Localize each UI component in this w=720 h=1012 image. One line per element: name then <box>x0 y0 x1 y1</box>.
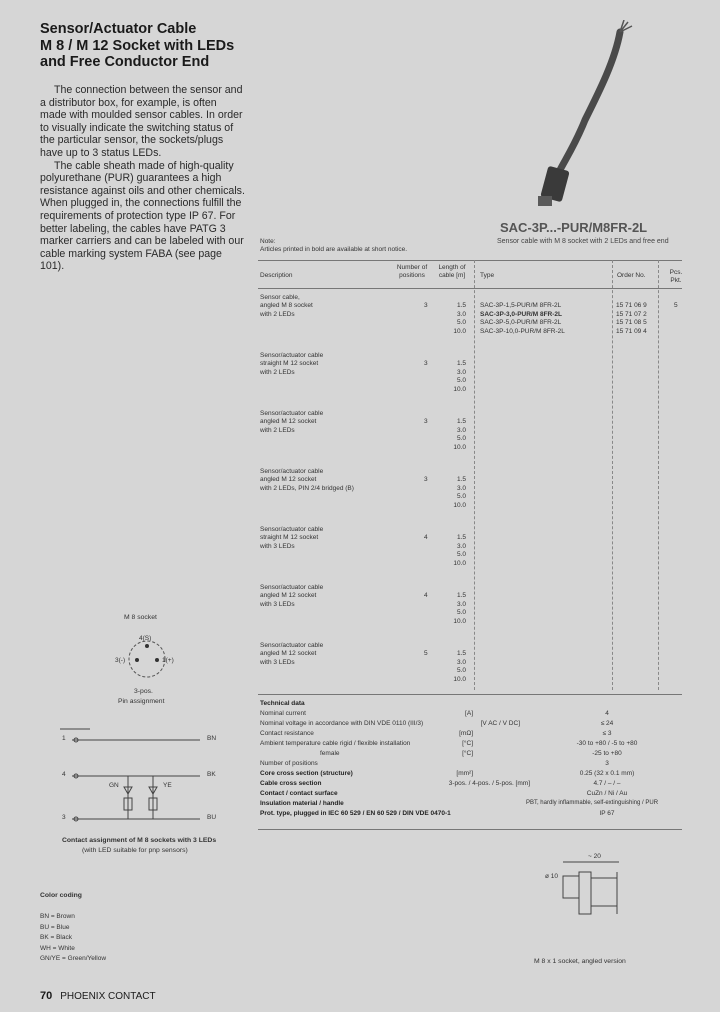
length-value: 3.0 <box>456 368 466 376</box>
dimension-caption: M 8 x 1 socket, angled version <box>534 958 626 965</box>
pin-diagram-label: M 8 socket <box>124 614 157 621</box>
group-line-2: straight M 12 socket <box>260 534 319 542</box>
product-subtitle: Sensor cable with M 8 socket with 2 LEDs and free end <box>497 238 669 245</box>
color-code-item: WH = White <box>40 944 75 952</box>
tech-unit: [A] <box>465 710 473 717</box>
length-value: 1.5 <box>456 476 466 483</box>
type-value: SAC-3P-3,0-PUR/M 8FR-2L <box>480 310 562 318</box>
group-line-3: with 2 LEDs, PIN 2/4 bridged (B) <box>260 484 354 492</box>
length-value: 3.0 <box>456 426 466 434</box>
tech-value: ≤ 24 <box>600 720 614 727</box>
group-positions: 5 <box>424 650 428 657</box>
tech-label: Core cross section (structure) <box>260 770 353 777</box>
group-positions: 4 <box>424 534 428 541</box>
pin-4-label: 4(S) <box>139 635 152 642</box>
length-value: 10.0 <box>453 385 466 393</box>
order-value: 15 71 07 2 <box>616 310 647 318</box>
page-title <box>40 21 270 71</box>
group-line-3: with 2 LEDs <box>260 310 295 318</box>
tech-label: Ambient temperature cable rigid / flexible installation <box>260 740 411 747</box>
color-code-item: BU = Blue <box>40 923 70 931</box>
page-footer <box>40 990 156 1002</box>
tech-value: 0.25 (32 x 0.1 mm) <box>579 770 635 777</box>
group-title: Sensor/actuator cable <box>260 584 324 591</box>
tech-value: IP 67 <box>599 810 615 817</box>
wiring-diagram <box>60 725 220 825</box>
length-value: 3.0 <box>456 542 466 550</box>
tech-value: CuZn / Ni / Au <box>586 790 628 797</box>
length-value: 1.5 <box>456 302 466 309</box>
group-line-2: angled M 12 socket <box>260 592 317 600</box>
title-line-1: Sensor/Actuator Cable <box>40 21 197 37</box>
tech-unit: [°C] <box>462 750 473 757</box>
tech-unit: [mΩ] <box>459 730 473 737</box>
group-positions: 3 <box>424 418 428 425</box>
wire-bn: BN <box>207 735 217 742</box>
tech-label: female <box>320 750 340 757</box>
group-positions: 3 <box>424 302 428 309</box>
group-line-2: straight M 12 socket <box>260 360 319 368</box>
intro-paragraph-1: The connection between the sensor and a distributor box, for example, is often made with moulded sensor cables. In order to visually indicate the switching status of the particular sensor, the sockets/plugs have up to 3 status LEDs. <box>40 84 243 159</box>
group-positions: 3 <box>424 360 428 367</box>
length-value: 3.0 <box>456 658 466 666</box>
length-value: 1.5 <box>456 534 466 541</box>
group-line-2: angled M 12 socket <box>260 650 317 658</box>
length-value: 10.0 <box>453 327 466 335</box>
wiring-caption-1: Contact assignment of M 8 sockets with 3 LEDs <box>62 837 217 844</box>
dimension-drawing <box>555 858 635 928</box>
header-description: Description <box>260 272 293 279</box>
color-coding-heading: Color coding <box>40 892 82 899</box>
tech-label: Cable cross section <box>260 780 322 787</box>
length-value: 3.0 <box>456 600 466 608</box>
tech-label: Contact / contact surface <box>260 790 338 797</box>
pin-caption-2: Pin assignment <box>118 698 165 705</box>
pcs-value: 5 <box>674 302 678 309</box>
wire-gn: GN <box>109 782 119 789</box>
header-pcs: Pcs. Pkt. <box>669 269 683 284</box>
title-line-3: and Free Conductor End <box>40 54 210 70</box>
order-value: 15 71 08 5 <box>616 319 647 327</box>
tech-value: PBT, hardly inflammable, self-extinguishing / PUR <box>525 800 659 806</box>
color-code-item: BK = Black <box>40 934 72 941</box>
length-value: 5.0 <box>456 609 466 617</box>
length-value: 3.0 <box>456 310 466 318</box>
length-value: 5.0 <box>456 493 466 501</box>
pin-3-label: 3(-) <box>115 657 126 664</box>
brand-name: PHOENIX CONTACT <box>60 991 156 1002</box>
length-value: 5.0 <box>456 551 466 559</box>
group-line-3: with 2 LEDs <box>260 368 295 376</box>
note-label: Note: <box>260 238 276 245</box>
group-title: Sensor/actuator cable <box>260 410 324 417</box>
header-order-no: Order No. <box>617 272 646 279</box>
wiring-caption-2: (with LED suitable for pnp sensors) <box>82 847 188 854</box>
tech-label: Contact resistance <box>260 730 314 737</box>
color-code-item: GN/YE = Green/Yellow <box>40 955 107 962</box>
header-type: Type <box>480 272 495 279</box>
group-line-3: with 2 LEDs <box>260 426 295 434</box>
length-value: 10.0 <box>453 501 466 509</box>
title-line-2: M 8 / M 12 Socket with LEDs <box>40 37 235 54</box>
type-value: SAC-3P-5,0-PUR/M 8FR-2L <box>480 319 562 327</box>
length-value: 1.5 <box>456 650 466 657</box>
length-value: 5.0 <box>456 667 466 675</box>
length-value: 10.0 <box>453 559 466 567</box>
wire-bk: BK <box>207 771 216 778</box>
cable-product-image <box>520 20 640 215</box>
length-value: 1.5 <box>456 360 466 367</box>
tech-value: 4 <box>605 710 609 717</box>
color-code-item: BN = Brown <box>40 913 75 920</box>
page-number: 70 <box>40 990 53 1002</box>
tech-value: 3 <box>605 760 609 767</box>
group-line-2: angled M 8 socket <box>260 302 313 310</box>
group-line-3: with 3 LEDs <box>260 658 295 666</box>
group-title: Sensor/actuator cable <box>260 468 324 475</box>
length-value: 1.5 <box>456 418 466 425</box>
dimension-diameter: ø 10 <box>545 873 559 880</box>
wiring-pin-1: 1 <box>62 735 66 742</box>
group-positions: 3 <box>424 476 428 483</box>
tech-unit: [°C] <box>462 740 473 747</box>
group-positions: 4 <box>424 592 428 599</box>
header-length: Length of cable [m] <box>438 264 466 279</box>
tech-label: Insulation material / handle <box>260 800 344 807</box>
tech-heading: Technical data <box>260 700 305 707</box>
tech-value: 4.7 / – / – <box>593 780 621 787</box>
pin-caption-1: 3-pos. <box>134 688 153 695</box>
tech-label: Nominal voltage in accordance with DIN VDE 0110 (III/3) <box>260 720 424 727</box>
type-value: SAC-3P-1,5-PUR/M 8FR-2L <box>480 302 562 309</box>
intro-text <box>40 84 245 273</box>
tech-value: ≤ 3 <box>602 730 612 737</box>
pin-1-label: 1(+) <box>162 657 174 664</box>
group-line-2: angled M 12 socket <box>260 418 317 426</box>
group-line-3: with 3 LEDs <box>260 542 295 550</box>
header-positions: Number of positions <box>396 264 428 279</box>
order-value: 15 71 06 9 <box>616 302 647 309</box>
group-title: Sensor/actuator cable <box>260 526 324 533</box>
length-value: 3.0 <box>456 484 466 492</box>
color-coding-list <box>40 912 106 965</box>
group-title: Sensor/actuator cable <box>260 642 324 649</box>
wiring-pin-4: 4 <box>62 771 66 778</box>
length-value: 5.0 <box>456 435 466 443</box>
dimension-width: ~ 20 <box>588 853 601 860</box>
wiring-pin-3: 3 <box>62 814 66 821</box>
type-value: SAC-3P-10,0-PUR/M 8FR-2L <box>480 327 565 335</box>
tech-unit: [V AC / V DC] <box>480 720 520 727</box>
group-line-2: angled M 12 socket <box>260 476 317 484</box>
length-value: 5.0 <box>456 319 466 327</box>
tech-value: -25 to +80 <box>592 750 622 757</box>
group-title: Sensor/actuator cable <box>260 352 324 359</box>
length-value: 10.0 <box>453 443 466 451</box>
wire-bu: BU <box>207 814 217 821</box>
tech-label: Nominal current <box>260 710 306 717</box>
group-title: Sensor cable, <box>260 294 300 301</box>
tech-unit: [mm²] <box>456 770 473 777</box>
wire-ye: YE <box>163 782 172 789</box>
product-name: SAC-3P...-PUR/M8FR-2L <box>500 220 648 235</box>
order-value: 15 71 09 4 <box>616 327 647 335</box>
note-text: Articles printed in bold are available at short notice. <box>260 246 408 253</box>
length-value: 10.0 <box>453 675 466 683</box>
tech-value: -30 to +80 / -5 to +80 <box>576 740 638 747</box>
tech-label: Prot. type, plugged in IEC 60 529 / EN 60 529 / DIN VDE 0470-1 <box>260 810 451 817</box>
intro-paragraph-2: The cable sheath made of high-quality polyurethane (PUR) guarantees a high resistance against oils and other chemicals. When plugged in, the connections fulfill the requirements of protection type IP 67. For better labeling, the cables have PATG 3 marker carriers and can be labeled with our cable marking system FABA (see page 101). <box>40 159 245 273</box>
length-value: 1.5 <box>456 592 466 599</box>
tech-label: Number of positions <box>260 760 318 767</box>
note <box>260 238 407 254</box>
tech-unit: 3-pos. / 4-pos. / 5-pos. [mm] <box>448 780 530 787</box>
group-line-3: with 3 LEDs <box>260 600 295 608</box>
length-value: 5.0 <box>456 377 466 385</box>
length-value: 10.0 <box>453 617 466 625</box>
